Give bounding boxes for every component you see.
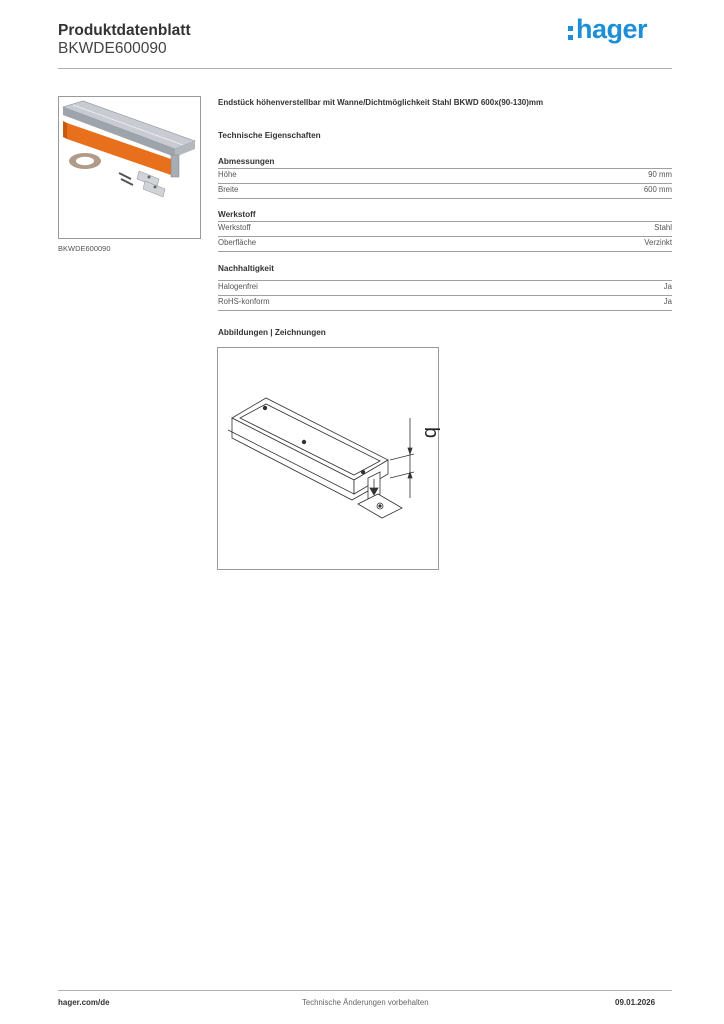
spec-row-width: [218, 184, 672, 198]
spec-value: Verzinkt: [644, 238, 672, 247]
spec-row-rohs: [218, 296, 672, 310]
logo-dot-bottom: [568, 35, 573, 40]
row-divider: [218, 198, 672, 199]
photo-caption: BKWDE600090: [58, 244, 111, 253]
footer-website: hager.com/de: [58, 998, 110, 1007]
product-description: Endstück höhenverstellbar mit Wanne/Dichtmöglichkeit Stahl BKWD 600x(90-130)mm: [218, 98, 544, 107]
spec-label: Höhe: [218, 170, 237, 179]
spec-label: RoHS-konform: [218, 297, 270, 306]
spec-label: Oberfläche: [218, 238, 257, 247]
footer-divider: [58, 990, 672, 991]
footer-notice: Technische Änderungen vorbehalten: [302, 998, 429, 1007]
technical-properties-heading: Technische Eigenschaften: [218, 131, 321, 140]
spec-value: 600 mm: [643, 185, 672, 194]
spec-row-height: [218, 169, 672, 183]
row-divider: [218, 251, 672, 252]
spec-row-material: [218, 222, 672, 236]
dimension-label-b: b: [420, 427, 442, 439]
spec-label: Halogenfrei: [218, 282, 258, 291]
spec-label: Breite: [218, 185, 239, 194]
spec-row-halogen-free: [218, 281, 672, 295]
spec-row-surface: [218, 237, 672, 251]
logo-dot-top: [568, 26, 573, 31]
technical-drawing: [217, 347, 442, 570]
row-divider: [218, 310, 672, 311]
spec-value: Ja: [663, 282, 672, 291]
technical-drawing-image: [218, 348, 442, 569]
spec-value: 90 mm: [648, 170, 672, 179]
material-heading: Werkstoff: [218, 210, 256, 219]
document-title: Produktdatenblatt: [58, 22, 191, 39]
hager-logo: [566, 14, 661, 48]
sustainability-heading: Nachhaltigkeit: [218, 264, 274, 273]
spec-label: Werkstoff: [218, 223, 251, 232]
drawings-heading: Abbildungen | Zeichnungen: [218, 328, 326, 337]
spec-value: Stahl: [654, 223, 672, 232]
product-photo: [58, 96, 201, 239]
dimensions-heading: Abmessungen: [218, 157, 275, 166]
logo-text: hager: [576, 14, 648, 44]
footer-date: 09.01.2026: [615, 998, 656, 1007]
article-number: BKWDE600090: [58, 40, 167, 57]
product-photo-image: [59, 97, 200, 238]
header-divider: [58, 68, 672, 69]
spec-value: Ja: [663, 297, 672, 306]
